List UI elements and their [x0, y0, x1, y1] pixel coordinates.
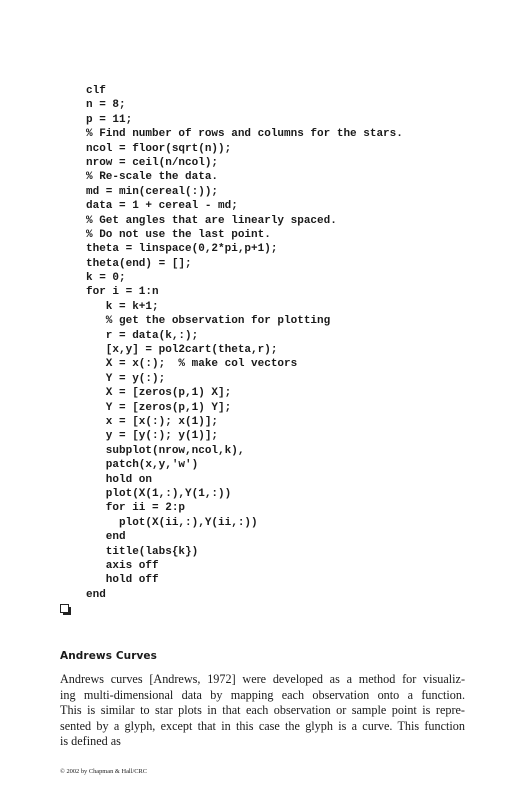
code-line: % get the observation for plotting: [86, 315, 331, 328]
code-line: clf: [86, 85, 106, 97]
code-line: data = 1 + cereal - md;: [86, 200, 238, 213]
code-line: k = 0;: [86, 272, 126, 285]
code-line: end: [86, 531, 126, 544]
copyright-footer: © 2002 by Chapman & Hall/CRC: [60, 768, 148, 775]
code-listing: [86, 84, 506, 602]
code-line: p = 11;: [86, 113, 133, 126]
code-line: theta(end) = [];: [86, 257, 192, 270]
code-line: x = [x(:); x(1)];: [86, 415, 219, 428]
code-line: title(labs{k}): [86, 545, 199, 558]
body-line: Andrews curves [Andrews, 1972] were developed as a method for visualiz-: [60, 672, 465, 686]
code-line: for i = 1:n: [86, 286, 159, 299]
section-heading: Andrews Curves: [60, 650, 157, 662]
code-line: X = x(:); % make col vectors: [86, 358, 298, 371]
body-line: sented by a glyph, except that in this case the glyph is a curve. This function: [60, 718, 465, 733]
code-line: y = [y(:); y(1)];: [86, 430, 219, 443]
code-line: patch(x,y,'w'): [86, 459, 199, 472]
code-line: X = [zeros(p,1) X];: [86, 387, 232, 400]
code-line: plot(X(1,:),Y(1,:)): [86, 487, 232, 500]
code-line: nrow = ceil(n/ncol);: [86, 156, 219, 169]
end-of-example-square-icon: [60, 604, 69, 613]
code-line: % Find number of rows and columns for the stars.: [86, 128, 403, 141]
code-line: plot(X(ii,:),Y(ii,:)): [86, 516, 258, 529]
code-line: for ii = 2:p: [86, 502, 186, 515]
body-line: This is similar to star plots in that each observation or sample point is repre-: [60, 703, 465, 718]
code-line: % Re-scale the data.: [86, 171, 219, 184]
code-line: [x,y] = pol2cart(theta,r);: [86, 344, 278, 357]
body-paragraph: [60, 672, 465, 750]
code-line: k = k+1;: [86, 300, 159, 313]
code-line: r = data(k,:);: [86, 329, 199, 342]
code-line: % Do not use the last point.: [86, 228, 271, 241]
code-line: subplot(nrow,ncol,k),: [86, 444, 245, 457]
code-line: n = 8;: [86, 99, 126, 112]
code-line: axis off: [86, 559, 159, 572]
code-line: % Get angles that are linearly spaced.: [86, 214, 337, 227]
code-line: theta = linspace(0,2*pi,p+1);: [86, 243, 278, 256]
code-line: md = min(cereal(:));: [86, 185, 219, 198]
code-line: end: [86, 588, 106, 601]
code-line: ncol = floor(sqrt(n));: [86, 142, 232, 155]
code-line: hold on: [86, 473, 153, 486]
code-line: Y = y(:);: [86, 372, 166, 385]
code-line: Y = [zeros(p,1) Y];: [86, 401, 232, 414]
body-line: ing multi-dimensional data by mapping each observation onto a function.: [60, 687, 465, 702]
body-line: is defined as: [60, 734, 121, 749]
code-line: hold off: [86, 574, 159, 587]
